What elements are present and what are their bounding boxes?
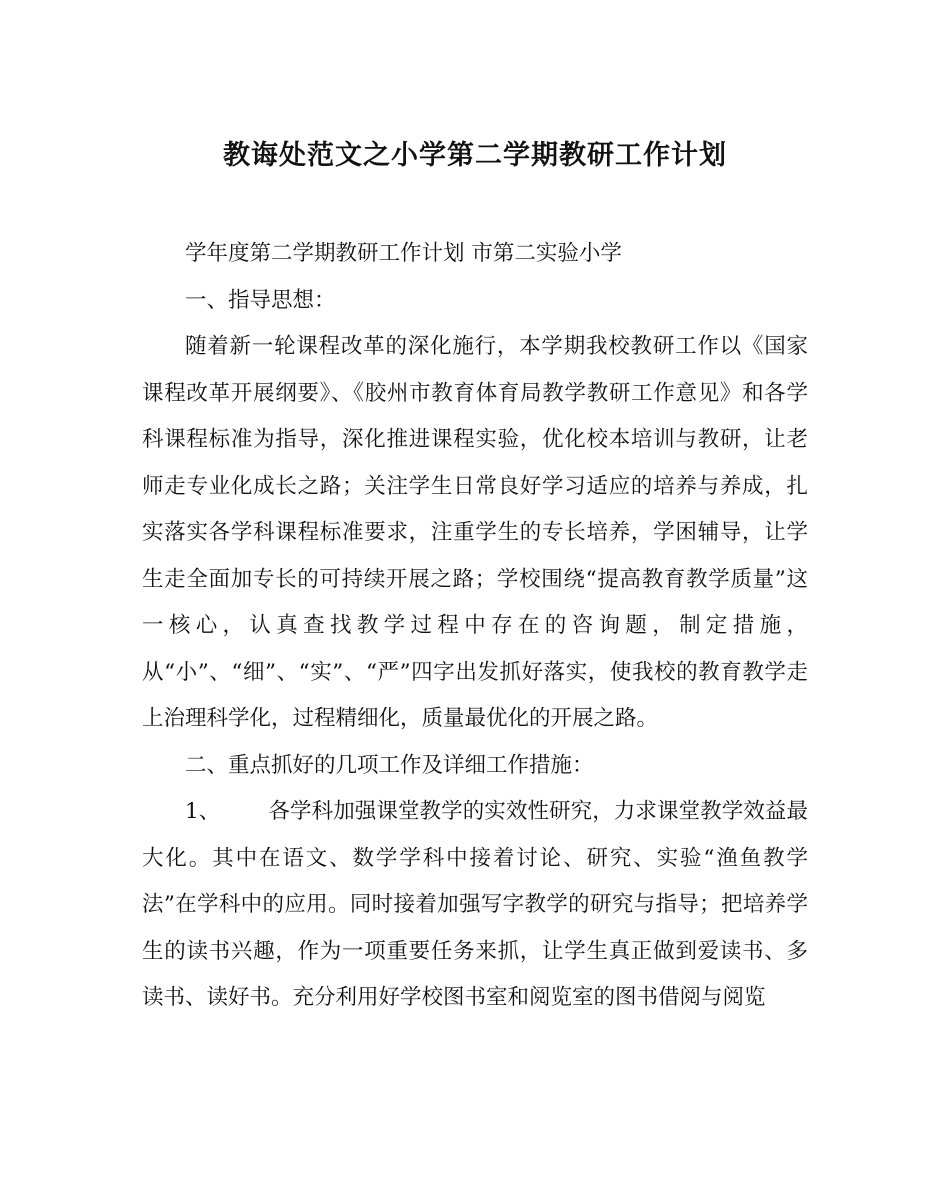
guiding-ideology-paragraph: 随着新一轮课程改革的深化施行，本学期我校教研工作以《国家课程改革开展纲要》、《胶州市教育体育局教学教研工作意见》和各学科课程标准为指导，深化推进课程实验，优化校本培训与教研，让老师走专业化成长之路；关注学生日常良好学习适应的培养与养成，扎实落实各学科课程标准要求，注重学生的专长培养，学困辅导，让学生走全面加专长的可持续开展之路；学校围绕“提高教育教学质量”这一核心，认真查找教学过程中存在的咨询题，制定措施，从“小”、“细”、“实”、“严”四字出发抓好落实，使我校的教育教学走上治理科学化，过程精细化，质量最优化的开展之路。 (142, 334, 808, 731)
item-text: 各学科加强课堂教学的实效性研究，力求课堂教学效益最大化。其中在语文、数学学科中接着讨论、研究、实验“渔鱼教学法”在学科中的应用。同时接着加强写字教学的研究与指导；把培养学生的读书兴趣，作为一项重要任务来抓，让学生真正做到爱读书、多读书、读好书。充分利用好学校图书室和阅览室的图书借阅与阅览 (142, 799, 808, 1010)
document-title: 教诲处范文之小学第二学期教研工作计划 (223, 140, 727, 171)
item-number: 1、 (185, 799, 221, 824)
section-heading-key-work: 二、重点抓好的几项工作及详细工作措施： (185, 752, 594, 778)
document-body (142, 231, 808, 1022)
section-heading-guiding-ideology: 一、指导思想： (185, 287, 336, 313)
subtitle-paragraph: 学年度第二学期教研工作计划 市第二实验小学 (185, 241, 622, 266)
key-work-item-1 (142, 789, 808, 1022)
